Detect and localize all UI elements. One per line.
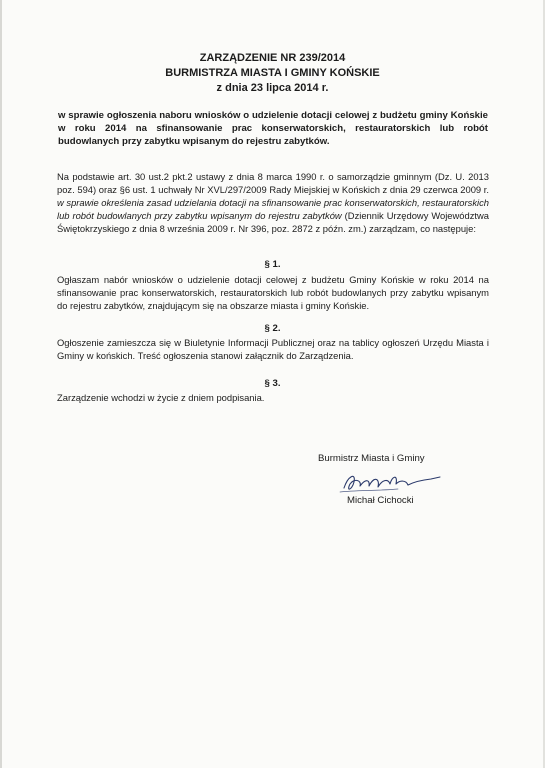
section-3-mark: § 3.: [264, 378, 281, 389]
section-1-mark: § 1.: [264, 259, 281, 270]
header-date: z dnia 23 lipca 2014 r.: [216, 82, 329, 94]
section-2-text: Ogłoszenie zamieszcza się w Biuletynie Informacji Publicznej oraz na tablicy ogłoszeń Urzędu Miasta i Gminy w końskich. Treść ogłoszenia stanowi załącznik do Zarządzenia.: [57, 337, 489, 361]
legal-basis-text: Na podstawie art. 30 ust.2 pkt.2 ustawy z dnia 8 marca 1990 r. o samorządzie gminnym (Dz. U. 2013 poz. 594) oraz §6 ust. 1 uchwały Nr XVL/297/2009 Rady Miejskiej w Końskich z dnia 29 czerwca 2009 r.: [57, 171, 489, 195]
legal-basis-paragraph: [57, 170, 489, 235]
document-header: [0, 51, 545, 96]
section-1-text: Ogłaszam nabór wniosków o udzielenie dotacji celowej z budżetu Gminy Końskie w roku 2014 na sfinansowanie prac konserwatorskich, restauratorskich lub robót budowlanych przy zabytku wpisanym do rejestru zabytków, znajdującym się na obszarze miasta i gminy Końskie.: [57, 274, 489, 311]
resolution-title-italic: w sprawie określenia zasad udzielania dotacji na sfinansowanie prac konserwatorskich, restauratorskich lub robót budowlanych przy zabytku wpisanym do rejestru zabytków: [57, 197, 489, 221]
handwritten-signature: [336, 466, 446, 498]
header-issuer: BURMISTRZA MIASTA I GMINY KOŃSKIE: [165, 67, 380, 79]
section-3-text: Zarządzenie wchodzi w życie z dniem podpisania.: [57, 392, 265, 403]
header-title: ZARZĄDZENIE NR 239/2014: [199, 52, 346, 64]
signatory-title: Burmistrz Miasta i Gminy: [318, 453, 425, 464]
legal-basis-continuation: (Dziennik Urzędowy Województwa Świętokrzyskiego z dnia 8 września 2009 r. Nr 396, poz. 2872 z późn. zm.) zarządzam, co następuje:: [57, 210, 489, 234]
document-subject: w sprawie ogłoszenia naboru wniosków o udzielenie dotacji celowej z budżetu gminy Końskie w roku 2014 na sfinansowanie prac konserwatorskich, restauratorskich lub robót budowlanych przy zabytku wpisanym do rejestru zabytków.: [58, 110, 488, 147]
section-2-mark: § 2.: [264, 323, 281, 334]
signatory-name: Michał Cichocki: [347, 495, 414, 506]
